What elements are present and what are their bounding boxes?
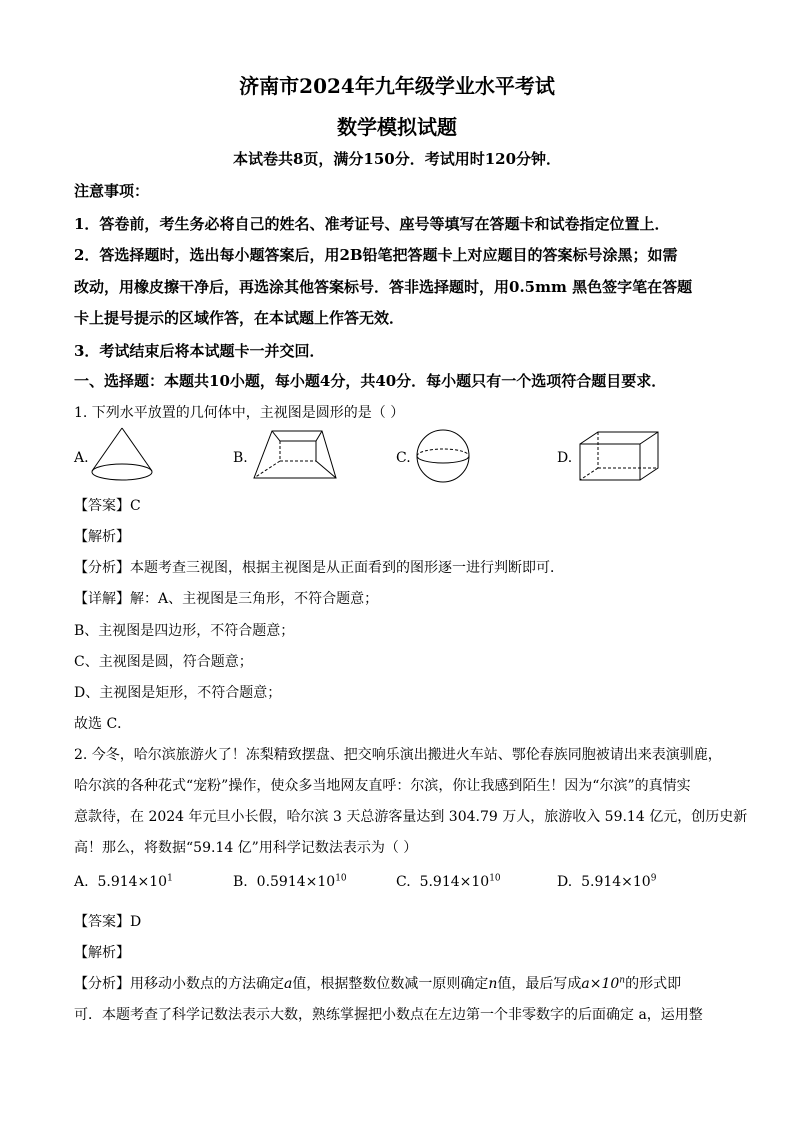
exam-title: 济南市2024年九年级学业水平考试 <box>239 74 555 98</box>
sphere-figure <box>414 428 474 486</box>
q1-fenxi: 【分析】本题考查三视图，根据主视图是从正面看到的图形逐一进行判断即可． <box>74 560 564 576</box>
question-1-stem: 1. 下列水平放置的几何体中，主视图是圆形的是（ ） <box>74 405 405 421</box>
q1-option-b-label: B. <box>233 450 248 466</box>
q2-fenxi-part-b: 值，根据整数位数减一原则确定 <box>292 976 489 992</box>
notes-heading: 注意事项： <box>74 182 150 200</box>
note-item-2-line-3: 卡上提号提示的区域作答，在本试题上作答无效． <box>74 309 405 327</box>
section-heading: 一、选择题：本题共10小题，每小题4分，共40分．每小题只有一个选项符合题目要求． <box>74 372 667 390</box>
note-item-2-line-1: 2．答选择题时，选出每小题答案后，用2B铅笔把答题卡上对应题目的答案标号涂黑；如需 <box>74 246 678 264</box>
q2-option-b-base: 0.5914×10 <box>256 874 336 890</box>
q2-option-c-label: C. <box>396 874 411 890</box>
q2-option-a-label: A. <box>74 874 89 890</box>
question-2-line-4: 高！那么，将数据“59.14 亿”用科学记数法表示为（ ） <box>74 840 418 856</box>
q1-option-d-label: D. <box>557 450 573 466</box>
note-item-3: 3．考试结束后将本试题卡一并交回． <box>74 342 325 360</box>
q2-option-b-label: B. <box>233 874 248 890</box>
cuboid-figure <box>576 428 662 486</box>
q2-analysis-label: 【解析】 <box>74 945 130 961</box>
q2-option-c-base: 5.914×10 <box>419 874 490 890</box>
q1-line-d: D、主视图是矩形，不符合题意； <box>74 685 282 701</box>
q2-option-a <box>74 874 173 890</box>
q2-option-a-exp: 1 <box>167 873 173 884</box>
q2-answer: 【答案】D <box>74 914 142 930</box>
question-2-line-2: 哈尔滨的各种花式“宠粉”操作，使众多当地网友直呼：尔滨，你让我感到陌生！因为“尔滨”的真情实 <box>74 778 691 794</box>
q2-option-d <box>557 874 656 890</box>
q1-option-a-label: A. <box>74 450 89 466</box>
q2-option-a-base: 5.914×10 <box>97 874 168 890</box>
q2-fenxi-line-2: 可．本题考查了科学记数法表示大数，熟练掌握把小数点在左边第一个非零数字的后面确定 a，运用整 <box>74 1007 703 1023</box>
q2-option-c-exp: 10 <box>489 873 501 884</box>
q2-option-d-label: D. <box>557 874 573 890</box>
q2-fenxi-part-d: 的形式即 <box>625 976 682 992</box>
q1-line-b: B、主视图是四边形，不符合题意； <box>74 623 295 639</box>
q2-option-b-exp: 10 <box>335 873 347 884</box>
q1-option-c-label: C. <box>396 450 411 466</box>
cone-figure <box>88 425 158 487</box>
q1-answer: 【答案】C <box>74 498 141 514</box>
q1-analysis-label: 【解析】 <box>74 529 130 545</box>
q2-fenxi-var-a: a <box>284 976 293 992</box>
question-2-line-1: 2. 今冬，哈尔滨旅游火了！冻梨精致摆盘、把交响乐演出搬进火车站、鄂伦春族同胞被请出来表演驯鹿， <box>74 747 722 763</box>
frustum-figure <box>250 428 340 486</box>
q2-fenxi-part-c: 值，最后写成 <box>497 976 582 992</box>
q2-fenxi-part-a: 【分析】用移动小数点的方法确定 <box>74 976 284 992</box>
q2-option-d-base: 5.914×10 <box>581 874 651 890</box>
q1-line-c: C、主视图是圆，符合题意； <box>74 654 253 670</box>
exam-info: 本试卷共8页，满分150分．考试用时120分钟． <box>232 150 562 168</box>
q2-option-d-exp: 9 <box>650 873 657 884</box>
question-2-line-3: 意款待，在 2024 年元旦小长假，哈尔滨 3 天总游客量达到 304.79 万人，旅游收入 59.14 亿元，创历史新 <box>74 809 748 825</box>
q2-option-c <box>396 874 501 890</box>
q1-xiangjie: 【详解】解：A、主视图是三角形，不符合题意； <box>74 591 379 607</box>
q2-fenxi-var-n: n <box>488 976 498 992</box>
q2-fenxi-form: a×10 <box>581 976 620 992</box>
q1-conclusion: 故选 C． <box>74 716 132 732</box>
q2-option-b <box>233 874 347 890</box>
note-item-2-line-2: 改动，用橡皮擦干净后，再选涂其他答案标号．答非选择题时，用0.5mm 黑色签字笔在答题 <box>74 278 693 296</box>
q2-fenxi-line-1 <box>74 973 681 993</box>
q2-fenxi-form-exp: n <box>619 975 626 986</box>
exam-subtitle: 数学模拟试题 <box>337 115 457 139</box>
note-item-1: 1．答卷前，考生务必将自己的姓名、准考证号、座号等填写在答题卡和试卷指定位置上． <box>74 215 670 233</box>
